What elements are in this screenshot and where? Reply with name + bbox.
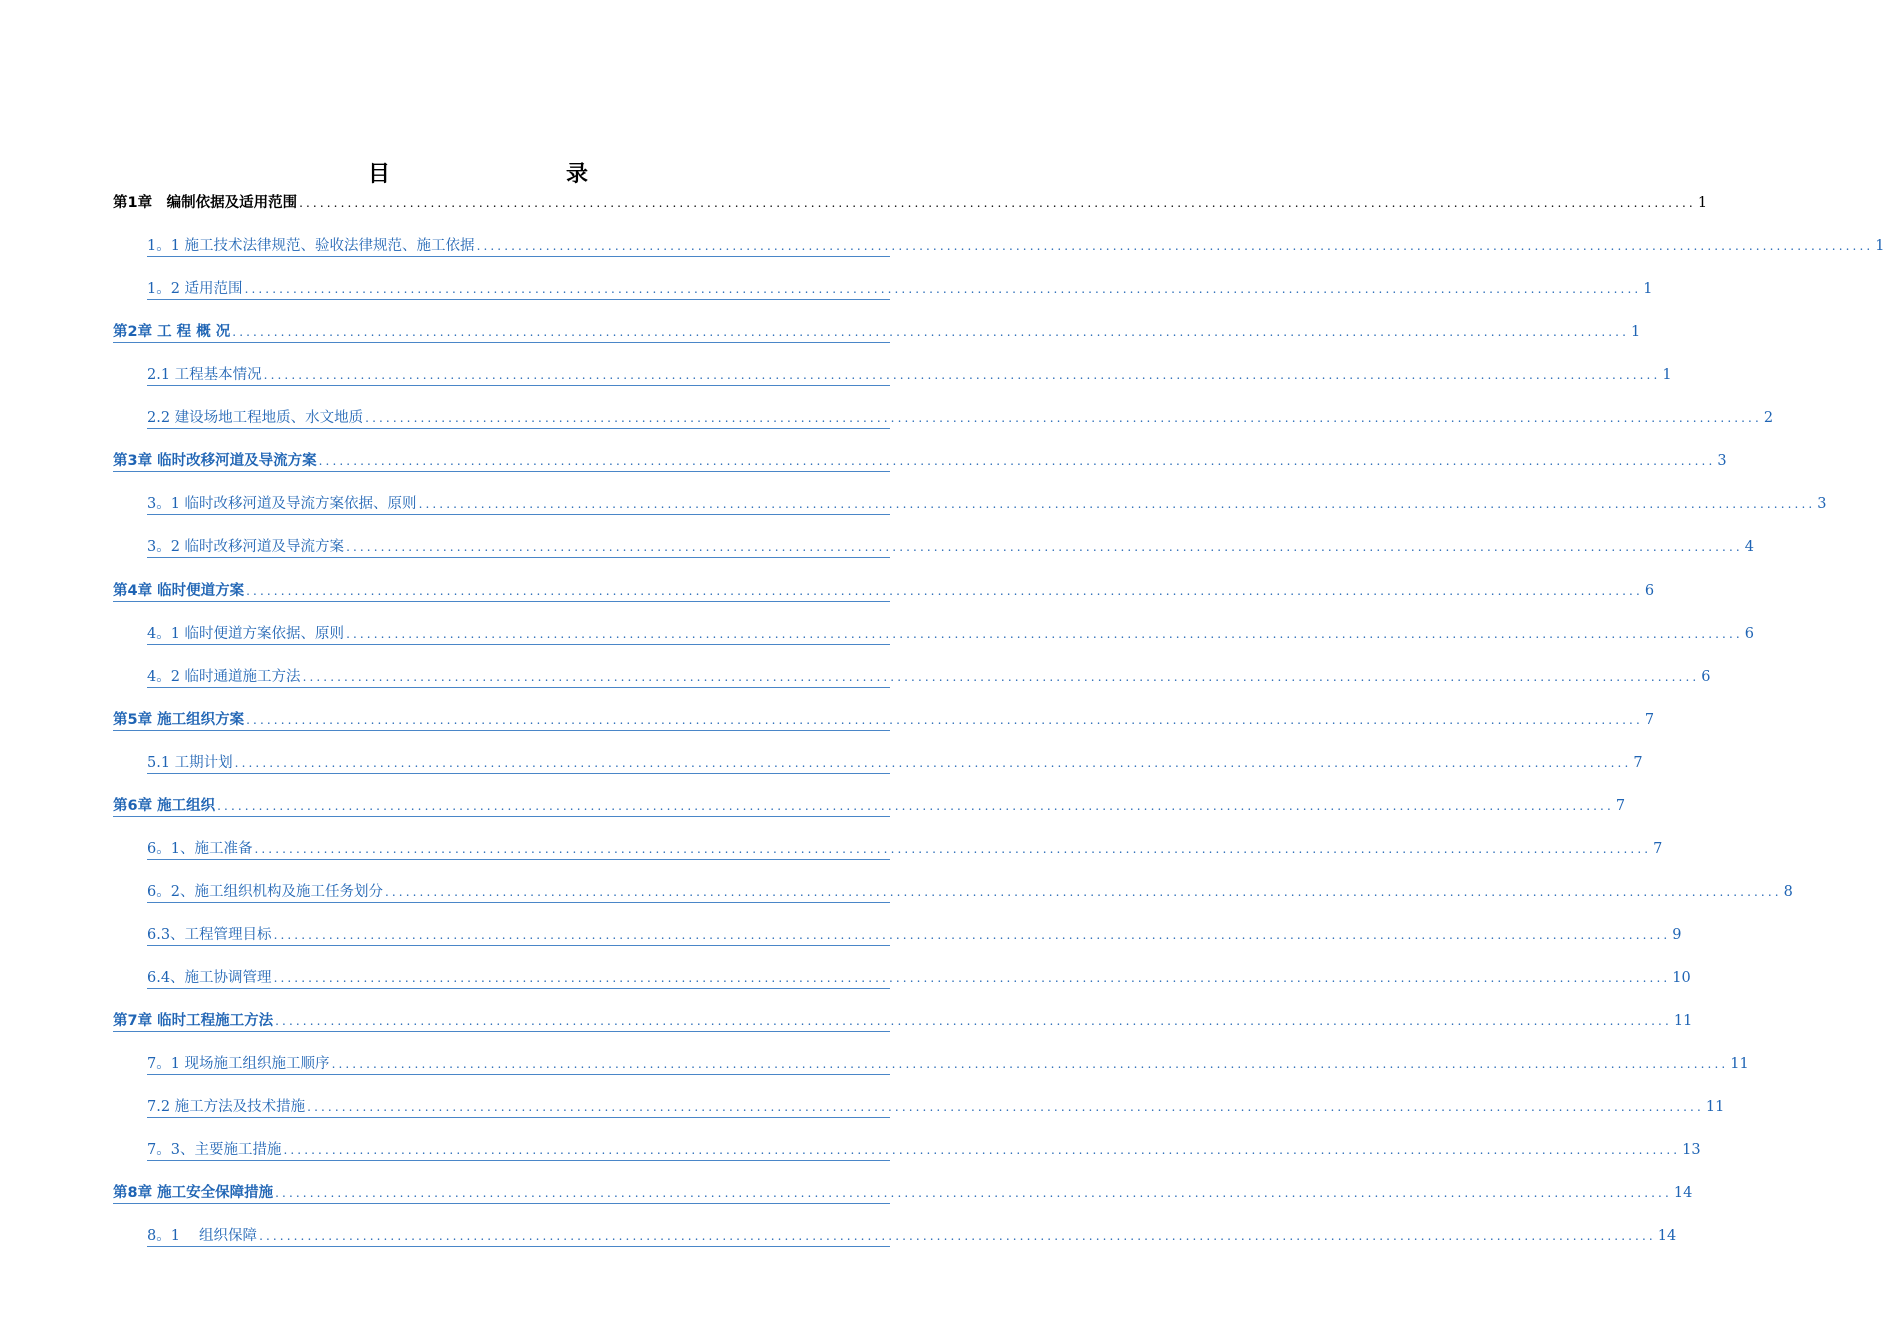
toc-entry-chapter-6[interactable] [113, 792, 1626, 817]
toc-entry-section-7-3[interactable] [147, 1136, 1701, 1161]
toc-leader-dots: .......................................................................................................................................................................................................... [263, 368, 1661, 382]
toc-leader-dots: .......................................................................................................................................................................................................... [476, 239, 1874, 253]
toc-page-number: 10 [1672, 970, 1691, 986]
toc-entry-text: 第6章 施工组织 [113, 798, 216, 814]
toc-page-number: 14 [1673, 1185, 1693, 1201]
toc-leader-dots: .......................................................................................................................................................................................................... [275, 1186, 1672, 1200]
toc-entry-text: 第1章 编制依据及适用范围 [113, 195, 298, 211]
toc-entry-section-1-2[interactable] [147, 275, 1653, 300]
toc-leader-dots: .......................................................................................................................................................................................................... [307, 1100, 1704, 1114]
toc-leader-dots: .......................................................................................................................................................................................................... [346, 540, 1743, 554]
toc-entry-text: 3。1 临时改移河道及导流方案依据、原则 [147, 496, 417, 512]
toc-entry-section-2-2[interactable] [147, 404, 1774, 429]
toc-entry-text: 7。3、主要施工措施 [147, 1142, 282, 1158]
toc-leader-dots: .......................................................................................................................................................................................................... [365, 411, 1762, 425]
toc-entry-text: 7.2 施工方法及技术措施 [147, 1099, 306, 1115]
toc-entry-section-3-2[interactable] [147, 533, 1755, 558]
toc-leader-dots: .......................................................................................................................................................................................................... [299, 196, 1696, 210]
toc-entry-section-6-2[interactable] [147, 878, 1793, 903]
toc-leader-dots: .......................................................................................................................................................................................................... [275, 1014, 1672, 1028]
toc-entry-chapter-5[interactable] [113, 706, 1655, 731]
toc-leader-dots: .......................................................................................................................................................................................................... [234, 756, 1632, 770]
toc-entry-section-6-1[interactable] [147, 835, 1663, 860]
toc-entry-text: 7。1 现场施工组织施工顺序 [147, 1056, 330, 1072]
toc-entry-text: 5.1 工期计划 [147, 755, 233, 771]
toc-entry-section-4-2[interactable] [147, 663, 1711, 688]
toc-entry-section-3-1[interactable] [147, 490, 1827, 515]
toc-entry-text: 第3章 临时改移河道及导流方案 [113, 453, 317, 469]
toc-entry-chapter-3[interactable] [113, 447, 1727, 472]
toc-page-number: 6 [1644, 583, 1655, 599]
toc-entry-section-8-1[interactable] [147, 1222, 1677, 1247]
toc-page-number: 14 [1657, 1228, 1677, 1244]
toc-page-number: 11 [1730, 1056, 1749, 1072]
toc-page-number: 1 [1697, 195, 1708, 211]
toc-leader-dots: .......................................................................................................................................................................................................... [418, 497, 1816, 511]
toc-page-number: 2 [1763, 410, 1774, 426]
toc-entry-text: 第7章 临时工程施工方法 [113, 1013, 274, 1029]
toc-entry-text: 第5章 施工组织方案 [113, 712, 245, 728]
toc-entry-text: 第8章 施工安全保障措施 [113, 1185, 274, 1201]
toc-entry-text: 2.1 工程基本情况 [147, 367, 262, 383]
toc-entry-text: 4。2 临时通道施工方法 [147, 669, 301, 685]
toc-entry-text: 4。1 临时便道方案依据、原则 [147, 626, 345, 642]
toc-entry-section-4-1[interactable] [147, 620, 1755, 645]
toc-entry-text: 第4章 临时便道方案 [113, 583, 245, 599]
toc-leader-dots: .......................................................................................................................................................................................................... [283, 1143, 1681, 1157]
toc-page-number: 4 [1744, 539, 1755, 555]
toc-page-number: 13 [1682, 1142, 1701, 1158]
toc-page-number: 3 [1817, 496, 1827, 512]
toc-entry-text: 1。1 施工技术法律规范、验收法律规范、施工依据 [147, 238, 475, 254]
toc-page-number: 1 [1643, 281, 1653, 297]
toc-leader-dots: .......................................................................................................................................................................................................... [254, 842, 1652, 856]
toc-entry-chapter-4[interactable] [113, 577, 1655, 602]
toc-leader-dots: .......................................................................................................................................................................................................... [384, 885, 1782, 899]
toc-entry-chapter-7[interactable] [113, 1007, 1693, 1032]
toc-entry-section-6-4[interactable] [147, 964, 1691, 989]
toc-entry-section-1-1[interactable] [147, 232, 1885, 257]
toc-entry-text: 6。1、施工准备 [147, 841, 253, 857]
toc-page-number: 11 [1673, 1013, 1693, 1029]
toc-leader-dots: .......................................................................................................................................................................................................... [217, 799, 1614, 813]
toc-page-number: 7 [1633, 755, 1643, 771]
toc-entry-text: 6。2、施工组织机构及施工任务划分 [147, 884, 383, 900]
toc-entry-section-6-3[interactable] [147, 921, 1682, 946]
toc-leader-dots: .......................................................................................................................................................................................................... [346, 627, 1743, 641]
toc-page-number: 11 [1705, 1099, 1725, 1115]
toc-page-number: 6 [1744, 626, 1755, 642]
toc-entry-text: 6.3、工程管理目标 [147, 927, 272, 943]
toc-page-number: 7 [1644, 712, 1655, 728]
toc-leader-dots: .......................................................................................................................................................................................................... [318, 454, 1716, 468]
toc-leader-dots: .......................................................................................................................................................................................................... [232, 325, 1629, 339]
toc-entry-text: 3。2 临时改移河道及导流方案 [147, 539, 345, 555]
toc-page-number: 3 [1717, 453, 1727, 469]
toc-leader-dots: .......................................................................................................................................................................................................... [246, 584, 1643, 598]
toc-entry-text: 1。2 适用范围 [147, 281, 243, 297]
toc-leader-dots: .......................................................................................................................................................................................................... [331, 1057, 1729, 1071]
toc-entry-chapter-8[interactable] [113, 1179, 1693, 1204]
toc-entry-chapter-1 [113, 189, 1708, 213]
toc-entry-text: 8。1 组织保障 [147, 1228, 258, 1244]
toc-page-number: 1 [1875, 238, 1885, 254]
toc-leader-dots: .......................................................................................................................................................................................................... [244, 282, 1642, 296]
toc-entry-section-2-1[interactable] [147, 361, 1672, 386]
toc-page-number: 1 [1662, 367, 1672, 383]
toc-page-number: 7 [1653, 841, 1663, 857]
toc-entry-text: 6.4、施工协调管理 [147, 970, 272, 986]
toc-leader-dots: .......................................................................................................................................................................................................... [273, 971, 1671, 985]
toc-page-number: 8 [1783, 884, 1793, 900]
toc-leader-dots: .......................................................................................................................................................................................................... [246, 713, 1643, 727]
toc-entry-section-7-1[interactable] [147, 1050, 1749, 1075]
toc-page-number: 6 [1701, 669, 1711, 685]
toc-entry-section-7-2[interactable] [147, 1093, 1725, 1118]
toc-entry-chapter-2[interactable] [113, 318, 1641, 343]
toc-leader-dots: .......................................................................................................................................................................................................... [259, 1229, 1656, 1243]
toc-entry-section-5-1[interactable] [147, 749, 1643, 774]
toc-entry-text: 第2章 工 程 概 况 [113, 324, 231, 340]
page-title: 目 录 [367, 161, 632, 187]
toc-entry-text: 2.2 建设场地工程地质、水文地质 [147, 410, 364, 426]
toc-leader-dots: .......................................................................................................................................................................................................... [273, 928, 1671, 942]
toc-page-number: 1 [1631, 324, 1641, 340]
toc-leader-dots: .......................................................................................................................................................................................................... [302, 670, 1700, 684]
toc-page-number: 7 [1615, 798, 1626, 814]
toc-page-number: 9 [1672, 927, 1682, 943]
